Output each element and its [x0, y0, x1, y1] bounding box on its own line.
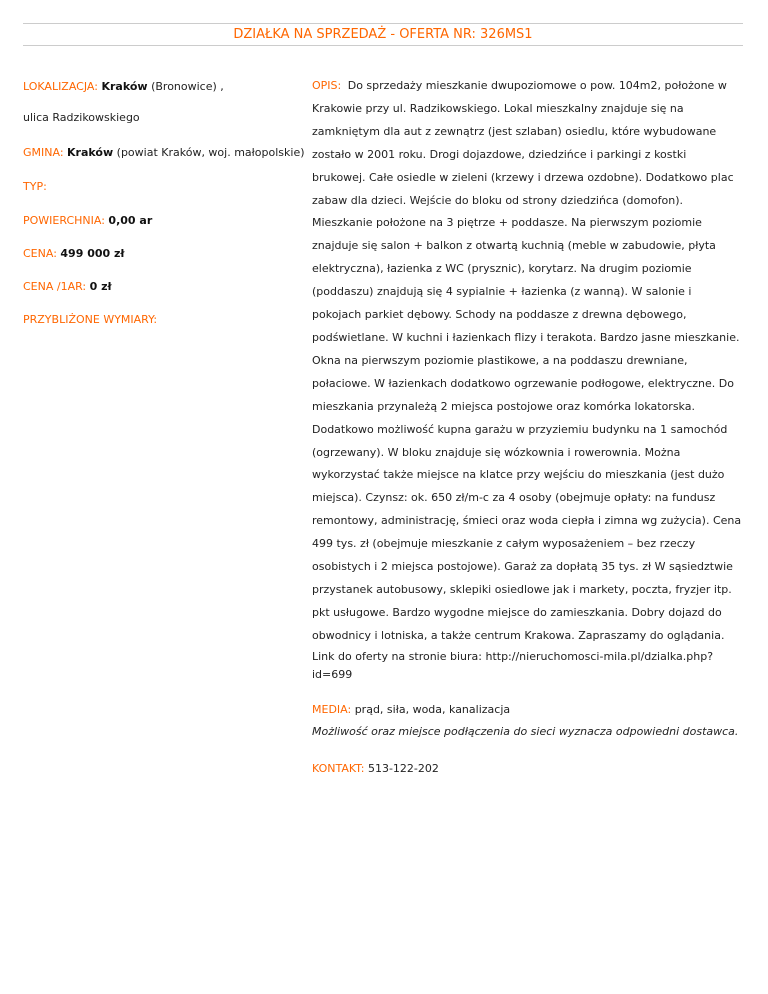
gmina-label: GMINA:: [23, 146, 64, 159]
location-street: ulica Radzikowskiego: [23, 111, 140, 124]
location-row: [23, 75, 293, 98]
location-city: Kraków: [101, 80, 148, 93]
price-row: [23, 242, 293, 265]
offer-details: [312, 75, 742, 780]
type-row: [23, 175, 293, 198]
price-label: CENA:: [23, 247, 57, 260]
price-per-are-label: CENA /1AR:: [23, 280, 87, 293]
offer-summary: [23, 75, 305, 331]
contact-label: KONTAKT:: [312, 761, 365, 775]
gmina-row: [23, 141, 305, 164]
dimensions-row: [23, 308, 293, 331]
media-row: [312, 699, 742, 721]
location-district: (Bronowice) ,: [147, 80, 224, 93]
description: [312, 75, 742, 648]
gmina-city: Kraków: [67, 146, 114, 159]
description-text: Do sprzedaży mieszkanie dwupoziomowe o pow. 104m2, położone w Krakowie przy ul. Radzikowskiego. Lokal mieszkalny znajduje się na zamkniętym dla aut z zewnątrz (jest szlaban) osiedlu, które wybudowane zostało w 2001 roku. Drogi dojazdowe, dziedzińce i parkingi z kostki brukowej. Całe osiedle w zieleni (krzewy i drzewa ozdobne). Dodatkowo plac zabaw dla dzieci. Wejście do bloku od strony dziedzińca (domofon). Mieszkanie położone na 3 piętrze + poddasze. Na pierwszym poziomie znajduje się salon + balkon z otwartą kuchnią (meble w zabudowie, płyta elektryczna), łazienka z WC (prysznic), korytarz. Na drugim poziomie (poddaszu) znajdują się 4 sypialnie + łazienka (z wanną). W salonie i pokojach parkiet dębowy. Schody na poddasze z drewna dębowego, podświetlane. W kuchni i łazienkach flizy i terakota. Bardzo jasne mieszkanie. Okna na pierwszym poziomie plastikowe, a na poddaszu drewniane, połaciowe. W łazienkach dodatkowo ogrzewanie podłogowe, elektryczne. Do mieszkania przynależą 2 miejsca postojowe oraz komórka lokatorska. Dodatkowo możliwość kupna garażu w przyziemiu budynku na 1 samochód (ogrzewany). W bloku znajduje się wózkownia i rowerownia. Można wykorzystać także miejsce na klatce przy wejściu do mieszkania (jest dużo miejsca). Czynsz: ok. 650 zł/m-c za 4 osoby (obejmuje opłaty: na fundusz remontowy, administrację, śmieci oraz woda ciepła i zimna wg zużycia). Cena 499 tys. zł (obejmuje mieszkanie z całym wyposażeniem – bez rzeczy osobistych i 2 miejsca postojowe). Garaż za dopłatą 35 tys. zł W sąsiedztwie przystanek autobusowy, sklepiki osiedlowe jak i markety, poczta, fryzjer itp. pkt usługowe. Bardzo wygodne miejsce do zamieszkania. Dobry dojazd do obwodnicy i lotniska, a także centrum Krakowa. Zapraszamy do oglądania.: [312, 79, 742, 642]
price-value: 499 000 zł: [60, 247, 125, 260]
media-label: MEDIA:: [312, 702, 352, 716]
price-per-are-row: [23, 275, 293, 298]
price-per-are-value: 0 zł: [89, 280, 112, 293]
media-value: prąd, siła, woda, kanalizacja: [354, 702, 511, 716]
media-note: Możliwość oraz miejsce podłączenia do sieci wyznacza odpowiedni dostawca.: [312, 724, 739, 738]
contact-value: 513-122-202: [367, 761, 439, 775]
area-value: 0,00 ar: [108, 214, 153, 227]
offer-title: DZIAŁKA NA SPRZEDAŻ - OFERTA NR: 326MS1: [23, 23, 743, 46]
area-row: [23, 209, 293, 232]
type-label: TYP:: [23, 180, 47, 193]
dimensions-label: PRZYBLIŻONE WYMIARY:: [23, 313, 158, 326]
offer-link[interactable]: Link do oferty na stronie biura: http://nieruchomosci-mila.pl/dzialka.php?id=699: [312, 649, 714, 681]
gmina-detail: (powiat Kraków, woj. małopolskie): [113, 146, 305, 159]
contact-row: [312, 758, 742, 780]
description-label: OPIS:: [312, 79, 342, 92]
location-label: LOKALIZACJA:: [23, 80, 98, 93]
area-label: POWIERCHNIA:: [23, 214, 105, 227]
